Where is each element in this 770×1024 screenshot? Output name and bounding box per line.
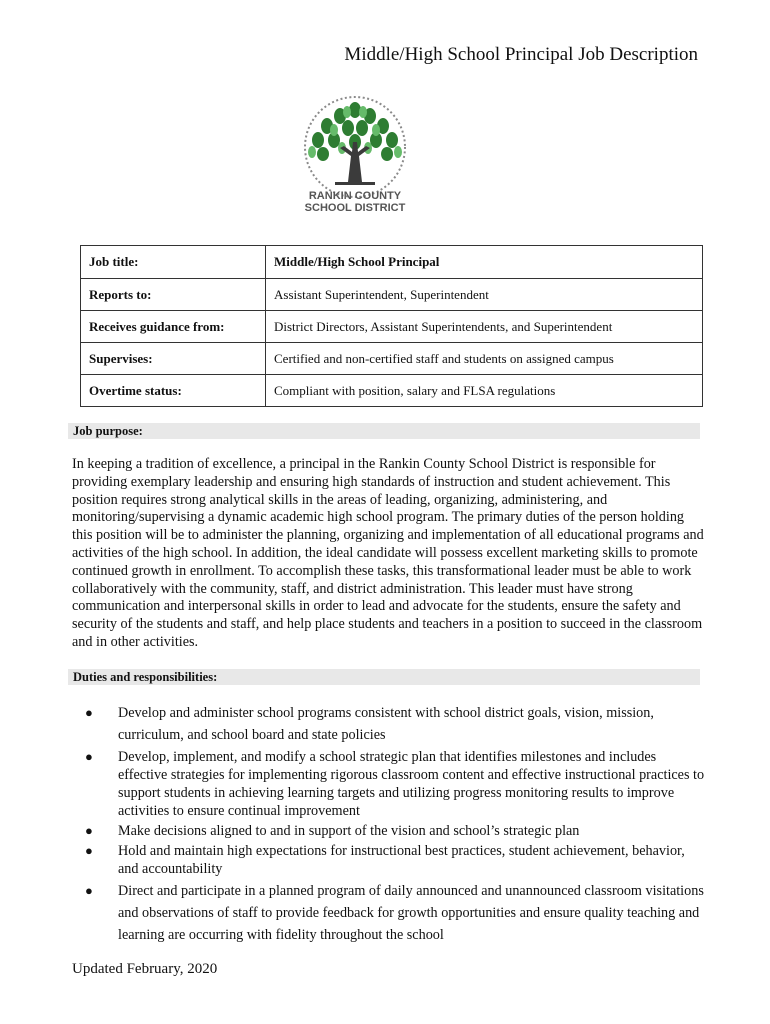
job-title-value: Middle/High School Principal xyxy=(266,246,703,279)
reports-to-label: Reports to: xyxy=(81,279,266,311)
guidance-value: District Directors, Assistant Superintendents, and Superintendent xyxy=(266,311,703,343)
table-row xyxy=(81,343,703,375)
table-row xyxy=(81,311,703,343)
list-item: ● Hold and maintain high expectations for instructional best practices, student achievement, behavior, and accountability xyxy=(85,843,685,877)
duties-list xyxy=(85,702,705,948)
job-info-table xyxy=(80,245,703,407)
overtime-value: Compliant with position, salary and FLSA regulations xyxy=(266,375,703,407)
list-item: ● Develop, implement, and modify a school strategic plan that identifies milestones and includes effective strategies for implementing rigorous classroom content and effective instructional practices to support students in achieving learning targets and utilizing progress monitoring results to improve activities to ensure continual improvement xyxy=(85,749,705,819)
job-title-label: Job title: xyxy=(81,246,266,279)
document-title: Middle/High School Principal Job Description xyxy=(344,44,698,65)
bullet-icon: ● xyxy=(85,883,93,898)
supervises-value: Certified and non-certified staff and students on assigned campus xyxy=(266,343,703,375)
table-row xyxy=(81,375,703,407)
list-item: ● Direct and participate in a planned program of daily announced and unannounced classroom visitations and observations of staff to provide feedback for growth opportunities and ensure quality teaching and learning are occurring with fidelity throughout the school xyxy=(85,880,705,946)
svg-text:RANKIN COUNTY: RANKIN COUNTY xyxy=(308,190,402,202)
bullet-icon: ● xyxy=(85,823,93,838)
bullet-icon: ● xyxy=(85,705,93,720)
reports-to-value: Assistant Superintendent, Superintendent xyxy=(266,279,703,311)
duties-heading: Duties and responsibilities: xyxy=(68,669,700,685)
guidance-label: Receives guidance from: xyxy=(81,311,266,343)
svg-text:SCHOOL DISTRICT: SCHOOL DISTRICT xyxy=(304,202,406,214)
bullet-icon: ● xyxy=(85,843,93,858)
tree-logo-icon xyxy=(290,92,420,214)
table-row xyxy=(81,279,703,311)
supervises-label: Supervises: xyxy=(81,343,266,375)
list-item: ● Make decisions aligned to and in support of the vision and school’s strategic plan xyxy=(85,823,580,839)
bullet-icon: ● xyxy=(85,749,93,764)
district-logo xyxy=(290,92,420,214)
list-item: ● Develop and administer school programs consistent with school district goals, vision, mission, curriculum, and school board and state policies xyxy=(85,702,705,746)
job-purpose-heading: Job purpose: xyxy=(68,423,700,439)
table-row xyxy=(81,246,703,279)
overtime-label: Overtime status: xyxy=(81,375,266,407)
job-purpose-text: In keeping a tradition of excellence, a principal in the Rankin County School District is responsible for providing exemplary leadership and ensuring high standards of instruction and student achievement. This position requires strong analytical skills in the areas of leading, organizing, administering, and monitoring/supervising a dynamic academic high school program. The primary duties of the person holding this position will be to administer the planning, organizing and implementation of all educational programs and activities of the high school. In addition, the ideal candidate will possess excellent marketing skills to promote continued growth in enrollment. To accomplish these tasks, this transformational leader must be able to work collaboratively with the community, staff, and district administration. This leader must have strong communication and interpersonal skills in order to lead and advocate for the students, ensure the safety and security of the students and staff, and help place students and teachers in a position to succeed in the classroom and in other activities. xyxy=(72,456,704,650)
updated-date: Updated February, 2020 xyxy=(72,961,218,977)
